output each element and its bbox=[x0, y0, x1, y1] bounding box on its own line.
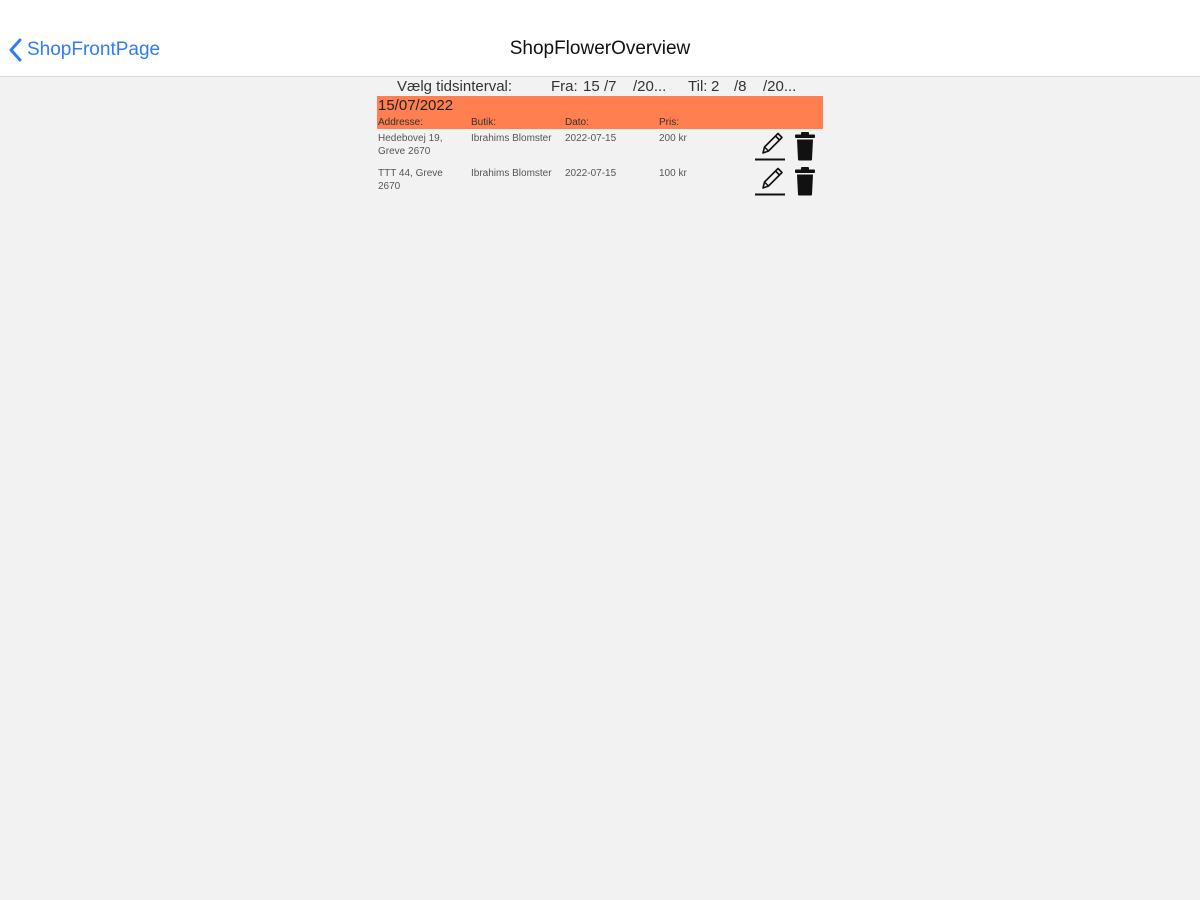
back-button-label: ShopFrontPage bbox=[27, 39, 161, 60]
from-day-picker[interactable]: 15 bbox=[583, 78, 600, 95]
column-header-date: Dato: bbox=[565, 117, 589, 128]
column-header-address: Addresse: bbox=[378, 117, 424, 128]
date-group-header bbox=[377, 96, 823, 129]
trash-icon bbox=[794, 131, 816, 161]
order-row bbox=[377, 129, 823, 164]
order-address: TTT 44, Greve 2670 bbox=[378, 168, 443, 192]
date-group-title: 15/07/2022 bbox=[378, 97, 454, 114]
from-label: Fra: bbox=[551, 78, 578, 95]
to-month-picker[interactable]: /8 bbox=[734, 78, 747, 95]
to-year-picker[interactable]: /20... bbox=[763, 78, 797, 95]
from-year-picker[interactable]: /20... bbox=[633, 78, 667, 95]
page-title: ShopFlowerOverview bbox=[509, 38, 691, 59]
edit-order-button[interactable] bbox=[754, 129, 786, 161]
column-header-price: Pris: bbox=[659, 117, 679, 128]
order-price: 100 kr bbox=[659, 168, 687, 179]
overview-content bbox=[377, 76, 823, 199]
order-row bbox=[377, 164, 823, 199]
interval-picker bbox=[377, 76, 823, 96]
order-price: 200 kr bbox=[659, 133, 687, 144]
trash-icon bbox=[794, 166, 816, 196]
from-month-picker[interactable]: /7 bbox=[604, 78, 617, 95]
order-shop: Ibrahims Blomster bbox=[471, 133, 552, 144]
order-address: Hedebovej 19, Greve 2670 bbox=[378, 133, 443, 157]
pencil-icon bbox=[754, 164, 786, 196]
order-date: 2022-07-15 bbox=[565, 168, 617, 179]
to-day-picker[interactable]: 2 bbox=[711, 78, 720, 95]
to-label: Til: bbox=[688, 78, 708, 95]
order-date: 2022-07-15 bbox=[565, 133, 617, 144]
pencil-icon bbox=[754, 129, 786, 161]
order-shop: Ibrahims Blomster bbox=[471, 168, 552, 179]
delete-order-button[interactable] bbox=[794, 131, 816, 161]
interval-label: Vælg tidsinterval: bbox=[397, 78, 513, 95]
edit-order-button[interactable] bbox=[754, 164, 786, 196]
column-header-shop: Butik: bbox=[471, 117, 497, 128]
delete-order-button[interactable] bbox=[794, 166, 816, 196]
navigation-bar bbox=[0, 0, 1200, 77]
